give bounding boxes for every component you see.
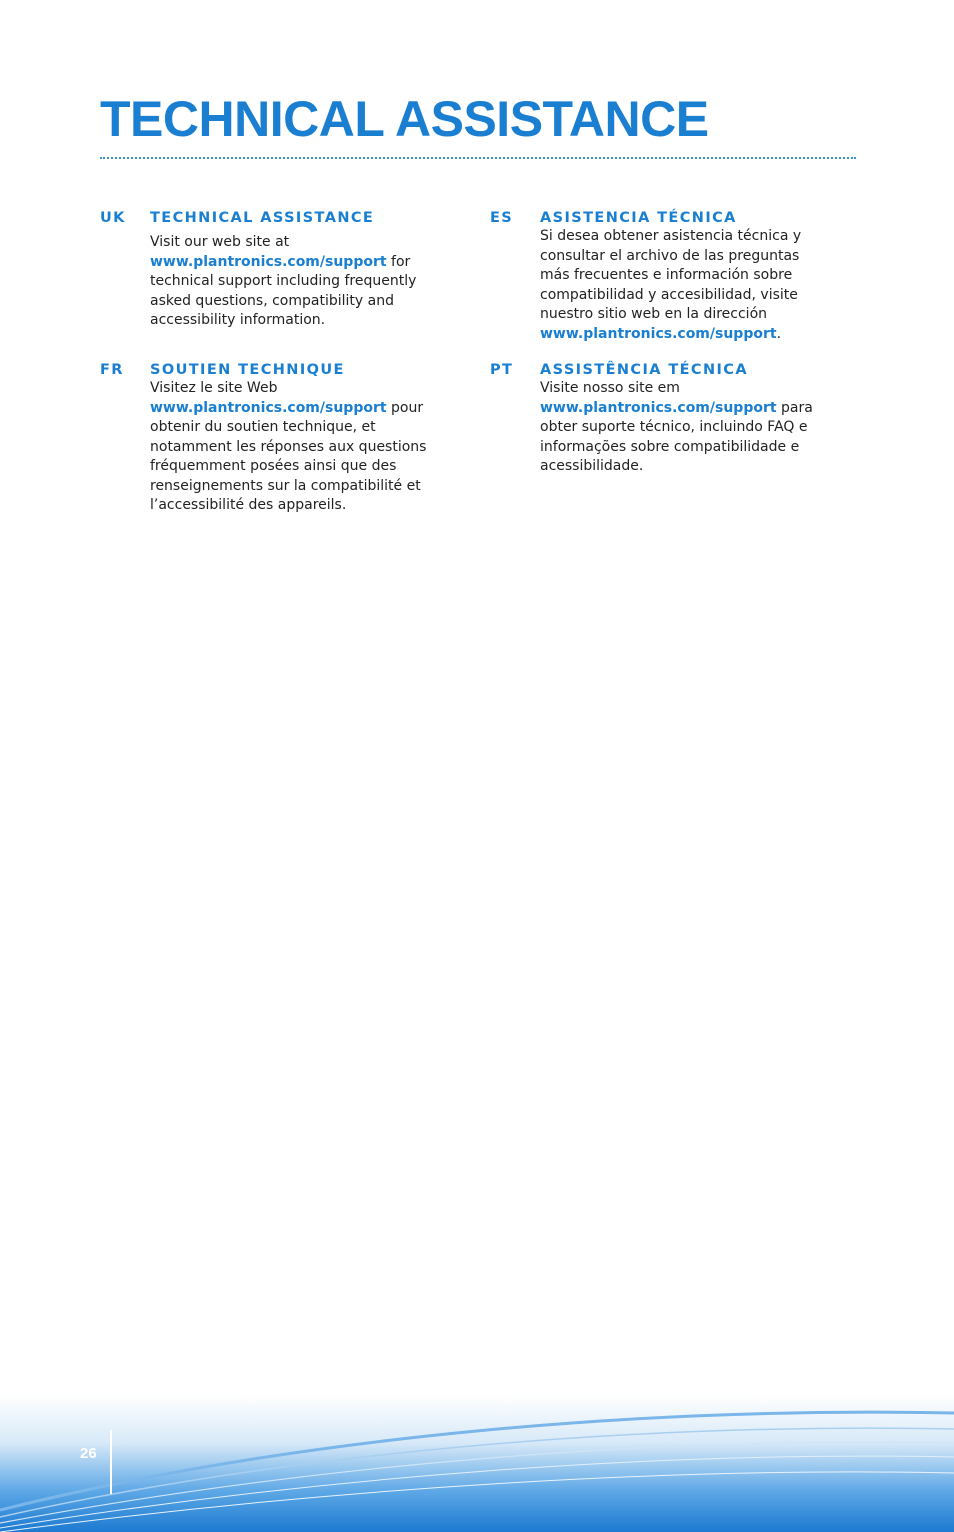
section-heading: SOUTIEN TECHNIQUE — [150, 362, 345, 378]
support-link[interactable]: www.plantronics.com/support — [540, 325, 777, 342]
support-link[interactable]: www.plantronics.com/support — [150, 253, 387, 270]
section-body — [150, 233, 430, 331]
page-number: 26 — [80, 1445, 97, 1462]
body-text: para obter suporte técnico, incluindo FAQ e informações sobre compatibilidade e acessibilidade. — [540, 399, 813, 474]
section-header — [490, 210, 815, 227]
section-body — [540, 227, 815, 344]
body-text: Visit our web site at — [150, 234, 290, 250]
page-title: TECHNICAL ASSISTANCE — [100, 91, 709, 147]
section-uk — [100, 210, 430, 331]
language-code: ES — [490, 210, 514, 226]
section-header — [100, 362, 430, 379]
language-code: FR — [100, 362, 124, 378]
section-heading: ASISTENCIA TÉCNICA — [540, 210, 737, 226]
section-es — [490, 210, 815, 344]
body-text: Visite nosso site em — [540, 380, 680, 396]
section-header — [100, 210, 430, 227]
body-text: for technical support including frequently asked questions, compatibility and accessibility information. — [150, 253, 417, 328]
body-text: Si desea obtener asistencia técnica y consultar el archivo de las preguntas más frecuentes e información sobre compatibilidad y accesibilidad, visite nuestro sitio web en la dirección — [540, 228, 802, 322]
section-body — [150, 379, 430, 516]
language-code: UK — [100, 210, 126, 226]
section-heading: ASSISTÊNCIA TÉCNICA — [540, 362, 748, 378]
body-text: Visitez le site Web — [150, 380, 278, 396]
support-link[interactable]: www.plantronics.com/support — [150, 399, 387, 416]
body-text: pour obtenir du soutien technique, et notamment les réponses aux questions fréquemment posées ainsi que des renseignements sur la compatibilité et l’accessibilité des appareils. — [150, 399, 427, 513]
title-divider — [100, 157, 856, 159]
language-code: PT — [490, 362, 514, 378]
support-link[interactable]: www.plantronics.com/support — [540, 399, 777, 416]
page-number-divider — [110, 1430, 112, 1494]
section-pt — [490, 362, 820, 477]
section-heading: TECHNICAL ASSISTANCE — [150, 210, 375, 226]
footer-wave-decoration — [0, 1395, 954, 1532]
section-header — [490, 362, 820, 379]
body-text: . — [776, 325, 782, 342]
section-fr — [100, 362, 430, 516]
section-body — [540, 379, 820, 477]
